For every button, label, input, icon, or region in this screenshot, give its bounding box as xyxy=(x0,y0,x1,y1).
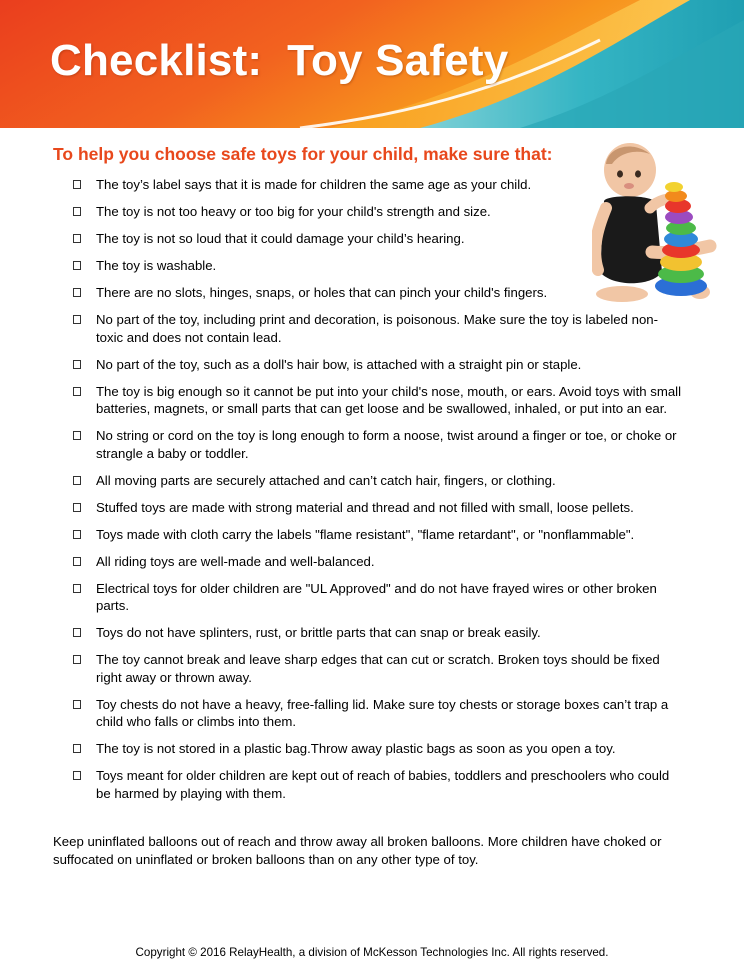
checklist-item-text: The toy is not so loud that it could damage your child’s hearing. xyxy=(96,231,465,246)
checklist-item-text: No part of the toy, including print and decoration, is poisonous. Make sure the toy is labeled non-toxic and does not contain lead. xyxy=(96,312,659,345)
checklist-item-text: The toy’s label says that it is made for children the same age as your child. xyxy=(96,177,532,192)
checklist-item xyxy=(73,311,685,346)
checklist-item xyxy=(73,230,685,248)
checklist-item-text: The toy is washable. xyxy=(96,258,217,273)
checklist-item xyxy=(73,696,685,731)
checklist-item xyxy=(73,356,685,374)
checklist-item xyxy=(73,499,685,517)
checkbox-icon xyxy=(73,360,81,369)
checklist-item-text: The toy is not stored in a plastic bag.Throw away plastic bags as soon as you open a toy. xyxy=(96,741,616,756)
copyright-footer: Copyright © 2016 RelayHealth, a division of McKesson Technologies Inc. All rights reserved. xyxy=(135,946,609,959)
checklist-item-text: All riding toys are well-made and well-balanced. xyxy=(96,553,375,569)
checkbox-icon xyxy=(73,530,81,539)
checklist-item-text: No string or cord on the toy is long enough to form a noose, twist around a finger or toe, or choke or strangle a baby or toddler. xyxy=(96,428,677,461)
balloon-warning-paragraph: Keep uninflated balloons out of reach and throw away all broken balloons. More children have choked or suffocated on uninflated or broken balloons than on any other type of toy. xyxy=(53,834,662,867)
checklist-item-text: Toys made with cloth carry the labels "flame resistant", "flame retardant", or "nonflammable". xyxy=(96,526,635,542)
checklist-item-text: All moving parts are securely attached and can’t catch hair, fingers, or clothing. xyxy=(96,472,556,488)
checklist-item xyxy=(73,203,685,221)
checklist-item xyxy=(73,383,685,418)
checkbox-icon xyxy=(73,476,81,485)
checkbox-icon xyxy=(73,503,81,512)
checklist-item xyxy=(73,651,685,686)
checkbox-icon xyxy=(73,557,81,566)
page-title: Checklist: Toy Safety xyxy=(50,36,509,85)
checklist-intro-heading: To help you choose safe toys for your child, make sure that: xyxy=(53,144,553,164)
checklist-item-text: The toy is not too heavy or too big for your child's strength and size. xyxy=(96,204,491,219)
checklist-item-text: The toy is big enough so it cannot be put into your child's nose, mouth, or ears. Avoid toys with small batteries, magnets, or small parts that can get loose and be swallowed, inhaled, or put into an ear. xyxy=(96,383,682,416)
checklist-item xyxy=(73,284,685,302)
checklist-item xyxy=(73,624,685,642)
checklist-item-text: There are no slots, hinges, snaps, or holes that can pinch your child's fingers. xyxy=(96,285,548,300)
checkbox-icon xyxy=(73,387,81,396)
safety-checklist xyxy=(73,176,685,812)
checkbox-icon xyxy=(73,234,81,243)
checkbox-icon xyxy=(73,584,81,593)
checkbox-icon xyxy=(73,771,81,780)
checkbox-icon xyxy=(73,288,81,297)
checklist-item-text: Toy chests do not have a heavy, free-falling lid. Make sure toy chests or storage boxes can’t trap a child who falls or climbs into them. xyxy=(96,696,669,729)
checklist-item xyxy=(73,176,685,194)
header-banner xyxy=(0,0,744,128)
checkbox-icon xyxy=(73,261,81,270)
checklist-item-text: Toys do not have splinters, rust, or brittle parts that can snap or break easily. xyxy=(96,625,541,640)
checkbox-icon xyxy=(73,431,81,440)
checklist-item xyxy=(73,472,685,490)
checklist-item xyxy=(73,767,685,802)
checklist-item-text: Stuffed toys are made with strong material and thread and not filled with small, loose pellets. xyxy=(96,499,634,515)
checklist-item xyxy=(73,580,685,615)
checklist-item-text: Toys meant for older children are kept out of reach of babies, toddlers and preschoolers who could be harmed by playing with them. xyxy=(96,768,670,801)
checklist-item xyxy=(73,257,685,275)
checkbox-icon xyxy=(73,655,81,664)
checkbox-icon xyxy=(73,700,81,709)
checkbox-icon xyxy=(73,207,81,216)
checklist-item xyxy=(73,526,685,544)
checklist-item-text: Electrical toys for older children are "UL Approved" and do not have frayed wires or other broken parts. xyxy=(96,580,657,613)
checklist-item xyxy=(73,740,685,758)
checklist-item-text: No part of the toy, such as a doll's hair bow, is attached with a straight pin or staple. xyxy=(96,356,582,372)
checklist-item xyxy=(73,553,685,571)
checkbox-icon xyxy=(73,744,81,753)
checkbox-icon xyxy=(73,180,81,189)
checklist-item xyxy=(73,427,685,462)
checklist-item-text: The toy cannot break and leave sharp edges that can cut or scratch. Broken toys should be fixed right away or thrown away. xyxy=(96,652,660,685)
checkbox-icon xyxy=(73,628,81,637)
checkbox-icon xyxy=(73,315,81,324)
